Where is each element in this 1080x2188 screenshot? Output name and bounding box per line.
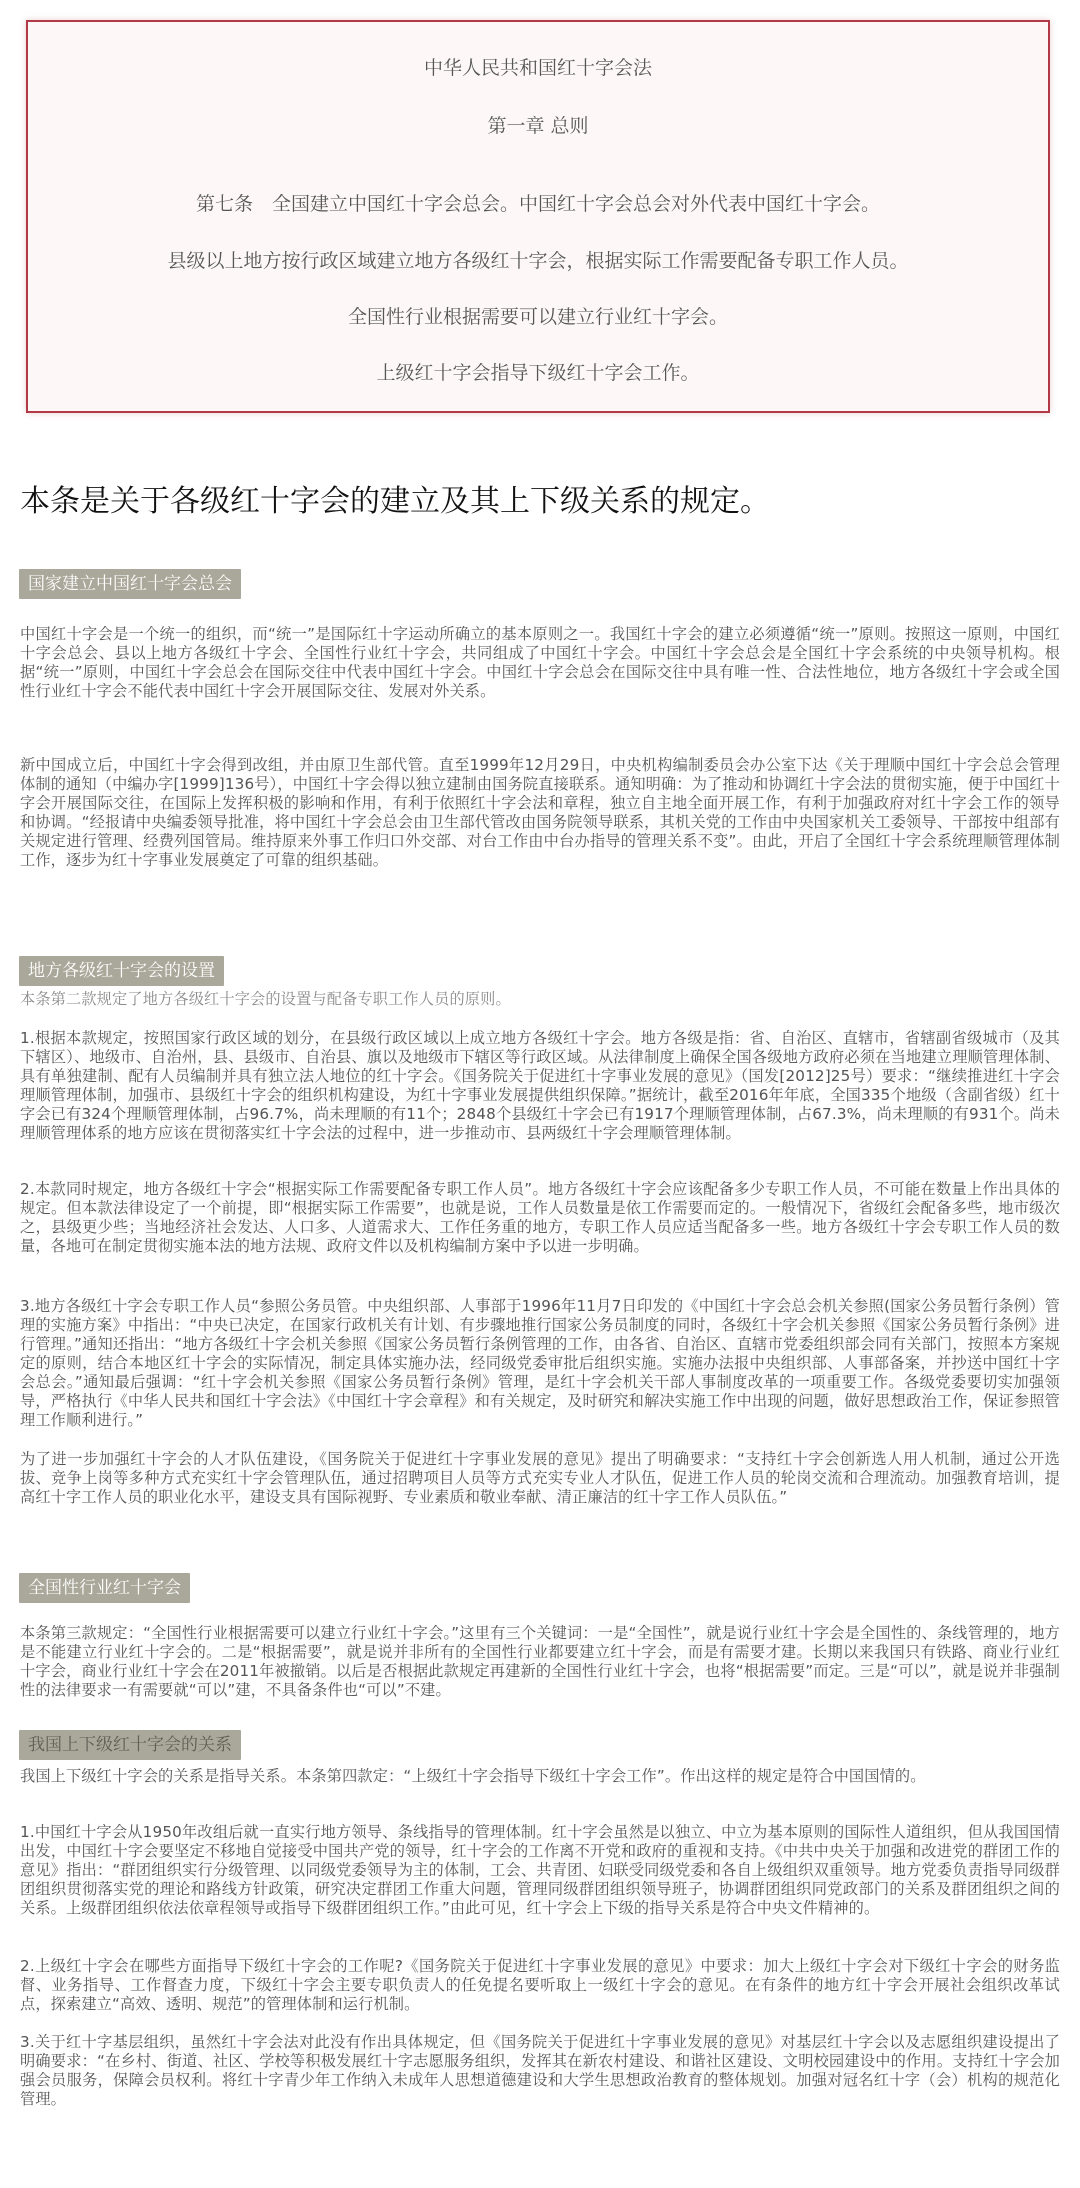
section-title-badge: 地方各级红十字会的设置 [19, 956, 224, 986]
section-intro: 我国上下级红十字会的关系是指导关系。本条第四款定：“上级红十字会指导下级红十字会工作”。作出这样的规定是符合中国国情的。 [20, 1767, 926, 1785]
chapter-title: 第一章 总则 [487, 115, 589, 137]
section-paragraph: 1.中国红十字会从1950年改组后就一直实行地方领导、条线指导的管理体制。红十字会虽然是以独立、中立为基本原则的国际性人道组织，但从我国国情出发，中国红十字会要坚定不移地自觉接受中国共产党的领导，红十字会的工作离不开党和政府的重视和支持。《中共中央关于加强和改进党的群团工作的意见》指出：“群团组织实行分级管理、以同级党委领导为主的体制，工会、共青团、妇联受同级党委和各自上级组织双重领导。地方党委负责指导同级群团组织贯彻落实党的理论和路线方针政策，研究决定群团工作重大问题，管理同级群团组织领导班子，协调群团组织同党政部门的关系及群团组织之间的关系。上级群团组织依法依章程领导或指导下级群团组织工作。”由此可见，红十字会上下级的指导关系是符合中央文件精神的。 [20, 1823, 1060, 1917]
section-paragraph: 新中国成立后，中国红十字会得到改组，并由原卫生部代管。直至1999年12月29日，中央机构编制委员会办公室下达《关于理顺中国红十字会总会管理体制的通知（中编办字[1999]136号），中国红十字会得以独立建制由国务院直接联系。通知明确：为了推动和协调红十字会法的贯彻实施，便于中国红十字会开展国际交往，在国际上发挥积极的影响和作用，有利于依照红十字会法和章程，独立自主地全面开展工作，有利于加强政府对红十字会工作的领导和协调。“经报请中央编委领导批准，将中国红十字会总会由卫生部代管改由国务院领导联系，其机关党的工作由中央国家机关工委领导、干部按中组部有关规定进行管理、经费列国管局。维持原来外事工作归口外交部、对台工作由中台办指导的管理关系不变”。由此，开启了全国红十字会系统理顺管理体制工作，逐步为红十字事业发展奠定了可靠的组织基础。 [20, 756, 1060, 869]
article-line: 全国性行业根据需要可以建立行业红十字会。 [347, 306, 728, 328]
section-paragraph: 3.地方各级红十字会专职工作人员“参照公务员管。中央组织部、人事部于1996年11月7日印发的《中国红十字会总会机关参照(国家公务员暂行条例）管理的实施方案》中指出：“中央已决定，在国家行政机关有计划、有步骤地推行国家公务员制度的同时，各级红十字会机关参照《国家公务员暂行条例》进行管理。”通知还指出：“地方各级红十字会机关参照《国家公务员暂行条例管理的工作，由各省、自治区、直辖市党委组织部会同有关部门，按照本方案规定的原则，结合本地区红十字会的实际情况，制定具体实施办法，经同级党委审批后组织实施。实施办法报中央组织部、人事部备案，并抄送中国红十字会总会。”通知最后强调：“红十字会机关参照《国家公务员暂行条例》管理，是红十字会机关干部人事制度改革的一项重要工作。各级党委要切实加强领导，严格执行《中华人民共和国红十字会法》《中国红十字会章程》和有关规定，及时研究和解决实施工作中出现的问题，做好思想政治工作，保证参照管理工作顺利进行。” [20, 1297, 1060, 1429]
section-intro: 本条第二款规定了地方各级红十字会的设置与配备专职工作人员的原则。 [20, 990, 511, 1008]
section-paragraph: 为了进一步加强红十字会的人才队伍建设，《国务院关于促进红十字事业发展的意见》提出了明确要求：“支持红十字会创新选人用人机制，通过公开选拔、竞争上岗等多种方式充实红十字会管理队伍，通过招聘项目人员等方式充实专业人才队伍，促进工作人员的轮岗交流和合理流动。加强教育培训，提高红十字工作人员的职业化水平，建设支具有国际视野、专业素质和敬业奉献、清正廉洁的红十字工作人员队伍。” [20, 1450, 1060, 1506]
article-line: 县级以上地方按行政区域建立地方各级红十字会，根据实际工作需要配备专职工作人员。 [167, 250, 909, 272]
law-text-box [26, 20, 1050, 413]
section-paragraph: 中国红十字会是一个统一的组织，而“统一”是国际红十字运动所确立的基本原则之一。我国红十字会的建立必须遵循“统一”原则。按照这一原则，中国红十字会总会、县以上地方各级红十字会、全国性行业红十字会，共同组成了中国红十字会。中国红十字会总会是全国红十字会系统的中央领导机构。根据“统一”原则，中国红十字会总会在国际交往中代表中国红十字会。中国红十字会总会在国际交往中具有唯一性、合法性地位，地方各级红十字会或全国性行业红十字会不能代表中国红十字会开展国际交往、发展对外关系。 [20, 625, 1060, 700]
section-paragraph: 3.关于红十字基层组织，虽然红十字会法对此没有作出具体规定，但《国务院关于促进红十字事业发展的意见》对基层红十字会以及志愿组织建设提出了明确要求：“在乡村、街道、社区、学校等积极发展红十字志愿服务组织，发挥其在新农村建设、和谐社区建设、文明校园建设中的作用。支持红十字会加强会员服务，保障会员权利。将红十字青少年工作纳入未成年人思想道德建设和大学生思想政治教育的整体规划。加强对冠名红十字（会）机构的规范化管理。 [20, 2033, 1060, 2108]
section-paragraph: 2.上级红十字会在哪些方面指导下级红十字会的工作呢?《国务院关于促进红十字事业发展的意见》中要求：加大上级红十字会对下级红十字会的财务监督、业务指导、工作督查力度，下级红十字会主要专职负责人的任免提名要听取上一级红十字会的意见。在有条件的地方红十字会开展社会组织改革试点，探索建立“高效、透明、规范”的管理体制和运行机制。 [20, 1957, 1060, 2013]
section-paragraph: 1.根据本款规定，按照国家行政区域的划分，在县级行政区域以上成立地方各级红十字会。地方各级是指：省、自治区、直辖市，省辖副省级城市（及其下辖区）、地级市、自治州，县、县级市、自治县、旗以及地级市下辖区等行政区域。从法律制度上确保全国各级地方政府必须在当地建立理顺管理体制、具有单独建制、配有人员编制并具有独立法人地位的红十字会。《国务院关于促进红十字事业发展的意见》（国发[2012]25号）要求：“继续推进红十字会理顺管理体制，加强市、县级红十字会的组织机构建设，为红十字事业发展提供组织保障。”据统计，截至2016年年底，全国335个地级（含副省级）红十字会已有324个理顺管理体制，占96.7%，尚未理顺的有11个；2848个县级红十字会已有1917个理顺管理体制，占67.3%，尚未理顺的有931个。尚未理顺管理体系的地方应该在贯彻落实红十字会法的过程中，进一步推动市、县两级红十字会理顺管理体制。 [20, 1029, 1060, 1142]
section-title-badge: 全国性行业红十字会 [19, 1573, 190, 1603]
page-heading: 本条是关于各级红十字会的建立及其上下级关系的规定。 [20, 484, 770, 519]
section-paragraph: 本条第三款规定：“全国性行业根据需要可以建立行业红十字会。”这里有三个关键词：一是“全国性”，就是说行业红十字会是全国性的、条线管理的，地方是不能建立行业红十字会的。二是“根据需要”，就是说并非所有的全国性行业都要建立红十字会，而是有需要才建。长期以来我国只有铁路、商业行业红十字会，商业行业红十字会在2011年被撤销。以后是否根据此款规定再建新的全国性行业红十字会，也将“根据需要”而定。三是“可以”，就是说并非强制性的法律要求一有需要就“可以”建，不具备条件也“可以”不建。 [20, 1624, 1060, 1699]
article-line: 第七条 全国建立中国红十字会总会。中国红十字会总会对外代表中国红十字会。 [195, 193, 880, 215]
article-line: 上级红十字会指导下级红十字会工作。 [376, 362, 700, 384]
section-paragraph: 2.本款同时规定，地方各级红十字会“根据实际工作需要配备专职工作人员”。地方各级红十字会应该配备多少专职工作人员，不可能在数量上作出具体的规定。但本款法律设定了一个前提，即“根据实际工作需要”，也就是说，工作人员数量是依工作需要而定的。一般情况下，省级红会配备多些，地市级次之，县级更少些；当地经济社会发达、人口多、人道需求大、工作任务重的地方，专职工作人员应适当配备多一些。地方各级红十字会专职工作人员的数量，各地可在制定贯彻实施本法的地方法规、政府文件以及机构编制方案中予以进一步明确。 [20, 1180, 1060, 1255]
section-title-badge: 国家建立中国红十字会总会 [19, 569, 241, 599]
section-title-badge: 我国上下级红十字会的关系 [19, 1730, 241, 1760]
law-title: 中华人民共和国红十字会法 [423, 57, 652, 79]
